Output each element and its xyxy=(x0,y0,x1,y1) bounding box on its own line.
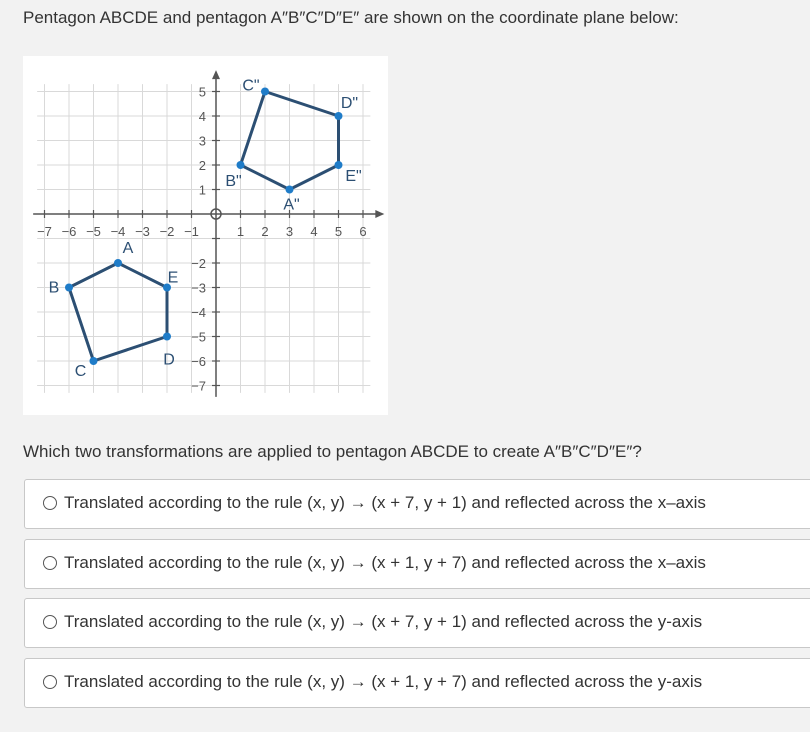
vertex-label: C xyxy=(74,363,87,380)
x-tick-label: −6 xyxy=(61,224,77,239)
y-tick-label: −4 xyxy=(191,305,206,320)
y-tick-label: 3 xyxy=(198,133,206,149)
radio-button[interactable] xyxy=(43,675,57,689)
x-tick-label: −3 xyxy=(135,224,150,239)
vertex-point xyxy=(65,284,73,292)
x-tick-label: 4 xyxy=(310,224,318,239)
x-tick-label: 1 xyxy=(236,224,245,239)
y-tick-label: −5 xyxy=(191,329,206,345)
y-tick-label: 5 xyxy=(198,84,206,100)
y-tick-label: −7 xyxy=(191,378,206,394)
y-tick-label: −3 xyxy=(191,280,206,296)
x-tick-label: −7 xyxy=(37,224,52,239)
answer-choice-3[interactable] xyxy=(24,598,810,648)
question-intro: Pentagon ABCDE and pentagon A″B″C″D″E″ are shown on the coordinate plane below: xyxy=(23,8,679,27)
vertex-point xyxy=(163,333,171,341)
y-tick-label: 4 xyxy=(198,109,206,124)
vertex-point xyxy=(286,186,294,194)
x-tick-label: −2 xyxy=(159,224,175,239)
y-tick-label: −2 xyxy=(191,256,206,271)
vertex-label: E" xyxy=(345,168,362,185)
x-tick-label: 5 xyxy=(334,224,343,239)
answer-choice-label: Translated according to the rule (x, y) → (x + 7, y + 1) and reflected across the y-axis xyxy=(64,612,703,631)
x-axis-arrow xyxy=(375,210,384,218)
x-tick-label: −1 xyxy=(184,224,199,239)
vertex-point xyxy=(261,88,269,96)
y-tick-label: 1 xyxy=(198,182,206,198)
radio-button[interactable] xyxy=(43,496,57,510)
answer-choice-label: Translated according to the rule (x, y) → (x + 7, y + 1) and reflected across the x–axis xyxy=(64,493,706,512)
vertex-label: B" xyxy=(225,173,242,190)
vertex-point xyxy=(335,161,343,169)
radio-button[interactable] xyxy=(43,556,57,570)
y-tick-label: 2 xyxy=(198,158,206,173)
question-prompt: Which two transformations are applied to pentagon ABCDE to create A″B″C″D″E″? xyxy=(23,442,642,461)
vertex-label: E xyxy=(167,269,179,287)
vertex-label: B xyxy=(48,279,60,297)
vertex-point xyxy=(237,161,245,169)
x-tick-label: 6 xyxy=(359,224,367,239)
answer-choice-label: Translated according to the rule (x, y) → (x + 1, y + 7) and reflected across the y-axis xyxy=(64,672,703,691)
x-tick-label: 2 xyxy=(261,224,269,239)
x-tick-label: −4 xyxy=(110,224,126,239)
vertex-label: A" xyxy=(283,196,300,214)
vertex-label: C" xyxy=(242,77,260,95)
answer-choice-4[interactable] xyxy=(24,658,810,708)
coordinate-plane xyxy=(23,56,388,415)
vertex-point xyxy=(335,112,343,120)
vertex-point xyxy=(90,357,98,365)
vertex-point xyxy=(114,259,122,267)
vertex-label: A xyxy=(122,240,134,257)
radio-button[interactable] xyxy=(43,615,57,629)
answer-choice-1[interactable] xyxy=(24,479,810,529)
vertex-label: D" xyxy=(340,95,359,112)
vertex-label: D xyxy=(163,351,175,369)
answer-choice-label: Translated according to the rule (x, y) → (x + 1, y + 7) and reflected across the x–axis xyxy=(64,553,706,572)
coordinate-plane-svg xyxy=(23,56,388,415)
x-tick-label: 3 xyxy=(285,224,294,239)
y-tick-label: −6 xyxy=(191,354,206,369)
answer-choice-2[interactable] xyxy=(24,539,810,589)
y-axis-arrow xyxy=(212,70,220,79)
x-tick-label: −5 xyxy=(86,224,101,239)
